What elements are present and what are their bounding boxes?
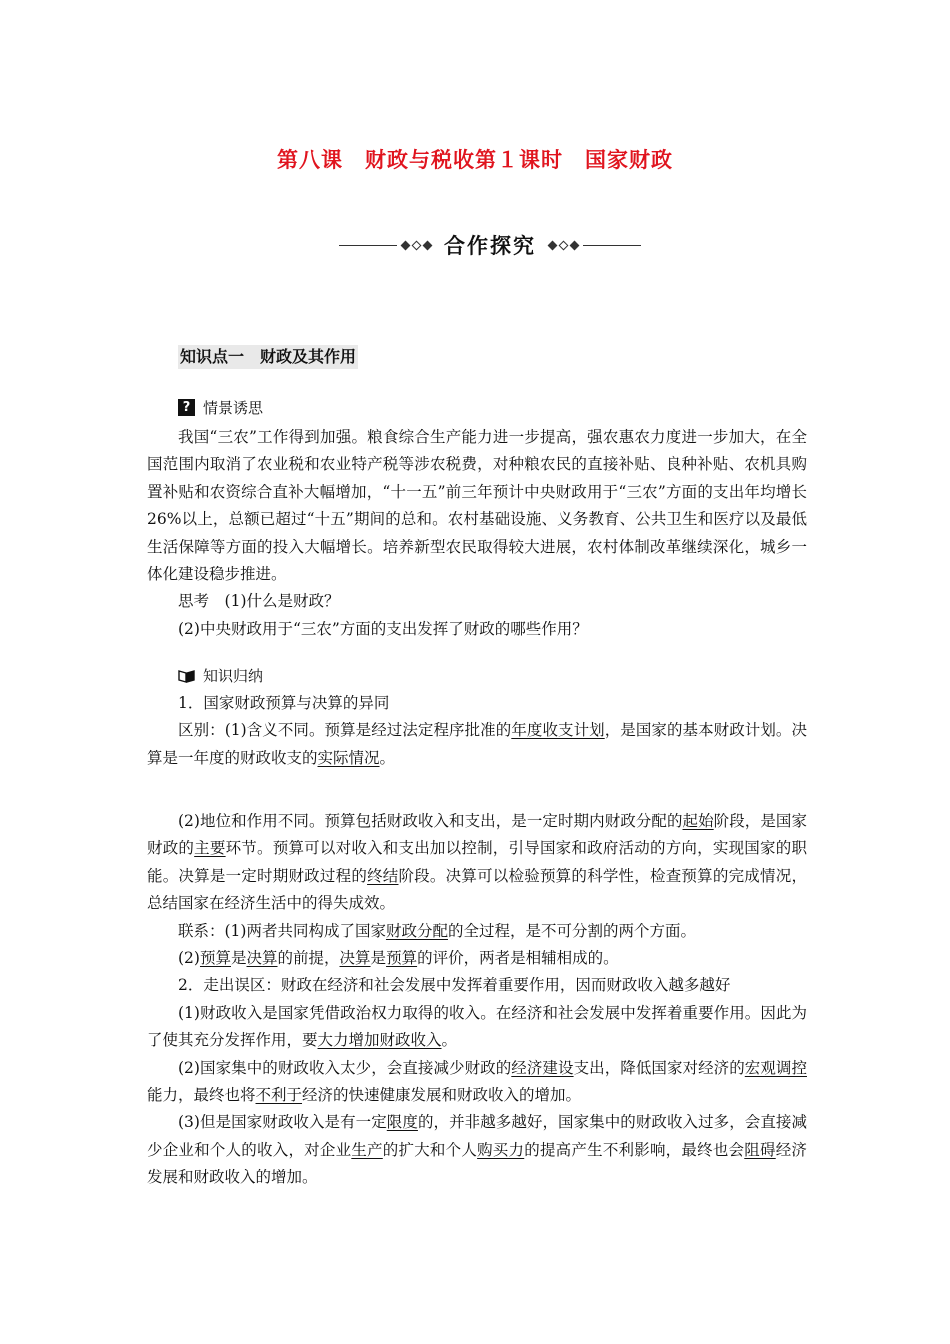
text-run: ，是国家的基本财政计划。决算是一年度的财政收支的 xyxy=(147,721,807,767)
think-q1 xyxy=(147,588,807,615)
scenario-label: 情景诱思 xyxy=(203,399,264,417)
section-banner xyxy=(310,230,670,260)
underlined-term: 购买力 xyxy=(477,1140,525,1159)
underlined-term: 年度收支计划 xyxy=(511,721,605,740)
underlined-term: 经济建设 xyxy=(511,1058,574,1077)
page-title: 第八课 财政与税收第１课时 国家财政 xyxy=(277,148,673,172)
misconception-1 xyxy=(147,1000,807,1055)
summary-block-2 xyxy=(147,808,807,1192)
ornament-left-icon xyxy=(400,242,433,249)
ornament-right-icon xyxy=(547,242,580,249)
underlined-term: 生产 xyxy=(351,1140,383,1159)
underlined-term: 终结 xyxy=(367,866,399,885)
underlined-term: 不利于 xyxy=(255,1086,303,1105)
underlined-term: 预算 xyxy=(386,949,418,968)
question-1: (1)什么是财政？ xyxy=(224,592,340,611)
banner-line-left xyxy=(339,245,397,246)
underlined-term: 预算 xyxy=(199,949,231,968)
text-run: 的前提， xyxy=(277,949,340,968)
underlined-term: 财政分配 xyxy=(385,921,448,940)
underlined-term: 主要 xyxy=(194,839,226,858)
text-run: 区别：(1)含义不同。预算是经过法定程序批准的 xyxy=(178,721,512,740)
scenario-block xyxy=(147,424,807,643)
underlined-term: 大力增加财政收入 xyxy=(317,1031,442,1050)
section-banner-text: 合作探究 xyxy=(444,234,536,258)
item-2-title: 2．走出误区：财政在经济和社会发展中发挥着重要作用，因而财政收入越多越好 xyxy=(178,976,731,995)
misconception-3 xyxy=(147,1109,807,1191)
text-run: (3)但是国家财政收入是有一定 xyxy=(178,1113,387,1132)
connection-1 xyxy=(147,918,807,945)
underlined-term: 决算 xyxy=(246,949,278,968)
misconception-2 xyxy=(147,1055,807,1110)
text-run: 经济的快速健康发展和财政收入的增加。 xyxy=(302,1086,582,1105)
knowledge-point-heading: 知识点一 财政及其作用 xyxy=(178,345,358,369)
scenario-label-row xyxy=(178,397,263,418)
text-run: (1)财政收入是国家凭借政治权力取得的收入。在经济和社会发展中发挥着重要作用。因此为了使其充分发挥作用，要 xyxy=(147,1003,807,1050)
book-icon xyxy=(178,669,195,683)
text-run: 环节。预算可以对收入和支出加以控制，引导国家和政府活动的方向，实现国家的职能。决算是一定时期财政过程的 xyxy=(147,839,807,885)
text-run: (2) xyxy=(178,949,200,968)
summary-block-1 xyxy=(147,690,807,772)
text-run: 的扩大和个人 xyxy=(382,1140,478,1159)
question-2: (2)中央财政用于“三农”方面的支出发挥了财政的哪些作用？ xyxy=(178,619,588,638)
difference-role xyxy=(147,808,807,918)
scenario-text: 我国“三农”工作得到加强。粮食综合生产能力进一步提高，强农惠农力度进一步加大，在全国范围内取消了农业税和农业特产税等涉农税费，对种粮农民的直接补贴、良种补贴、农机具购置补贴和农资综合直补大幅增加，“十一五”前三年预计中央财政用于“三农”方面的支出年均增长26%以上，总额已超过“十五”期间的总和。农村基础设施、义务教育、公共卫生和医疗以及最低生活保障等方面的投入大幅增长。培养新型农民取得较大进展，农村体制改革继续深化，城乡一体化建设稳步推进。 xyxy=(147,428,807,584)
text-run: 支出，降低国家对经济的 xyxy=(573,1058,745,1077)
text-run: 联系：(1)两者共同构成了国家 xyxy=(178,921,386,940)
text-run: (2)国家集中的财政收入太少，会直接减少财政的 xyxy=(178,1058,512,1077)
think-label: 思考 xyxy=(178,592,210,611)
text-run: 。 xyxy=(441,1031,458,1050)
underlined-term: 阻碍 xyxy=(744,1140,776,1159)
text-run: (2)地位和作用不同。预算包括财政收入和支出，是一定时期内财政分配的 xyxy=(178,812,683,830)
text-run: 能力，最终也将 xyxy=(147,1086,256,1105)
text-run: 的评价，两者是相辅相成的。 xyxy=(417,949,619,968)
text-run: 的提高产生不利影响，最终也会 xyxy=(524,1140,745,1159)
difference-meaning xyxy=(147,717,807,772)
text-run: 是 xyxy=(370,949,387,968)
underlined-term: 起始 xyxy=(682,812,714,830)
text-run: 是 xyxy=(230,949,247,968)
underlined-term: 宏观调控 xyxy=(744,1058,807,1077)
summary-label-row xyxy=(178,665,263,686)
text-run: 。 xyxy=(379,748,396,767)
underlined-term: 实际情况 xyxy=(317,748,380,767)
summary-label: 知识归纳 xyxy=(203,667,264,685)
underlined-term: 限度 xyxy=(386,1113,418,1132)
question-mark-icon: ? xyxy=(178,399,195,416)
text-run: 阶段，是国家财政的 xyxy=(147,812,807,858)
text-run: 阶段。决算可以检验预算的科学性，检查预算的完成情况，总结国家在经济生活中的得失成效。 xyxy=(147,866,807,913)
text-run: 的全过程，是不可分割的两个方面。 xyxy=(447,921,696,940)
banner-line-right xyxy=(583,245,641,246)
underlined-term: 决算 xyxy=(339,949,371,968)
text-run: 经济发展和财政收入的增加。 xyxy=(147,1140,807,1187)
connection-2 xyxy=(147,945,807,972)
text-run: 的，并非越多越好，国家集中的财政收入过多，会直接减少企业和个人的收入，对企业 xyxy=(147,1113,807,1159)
item-1-title: 1．国家财政预算与决算的异同 xyxy=(178,694,390,712)
